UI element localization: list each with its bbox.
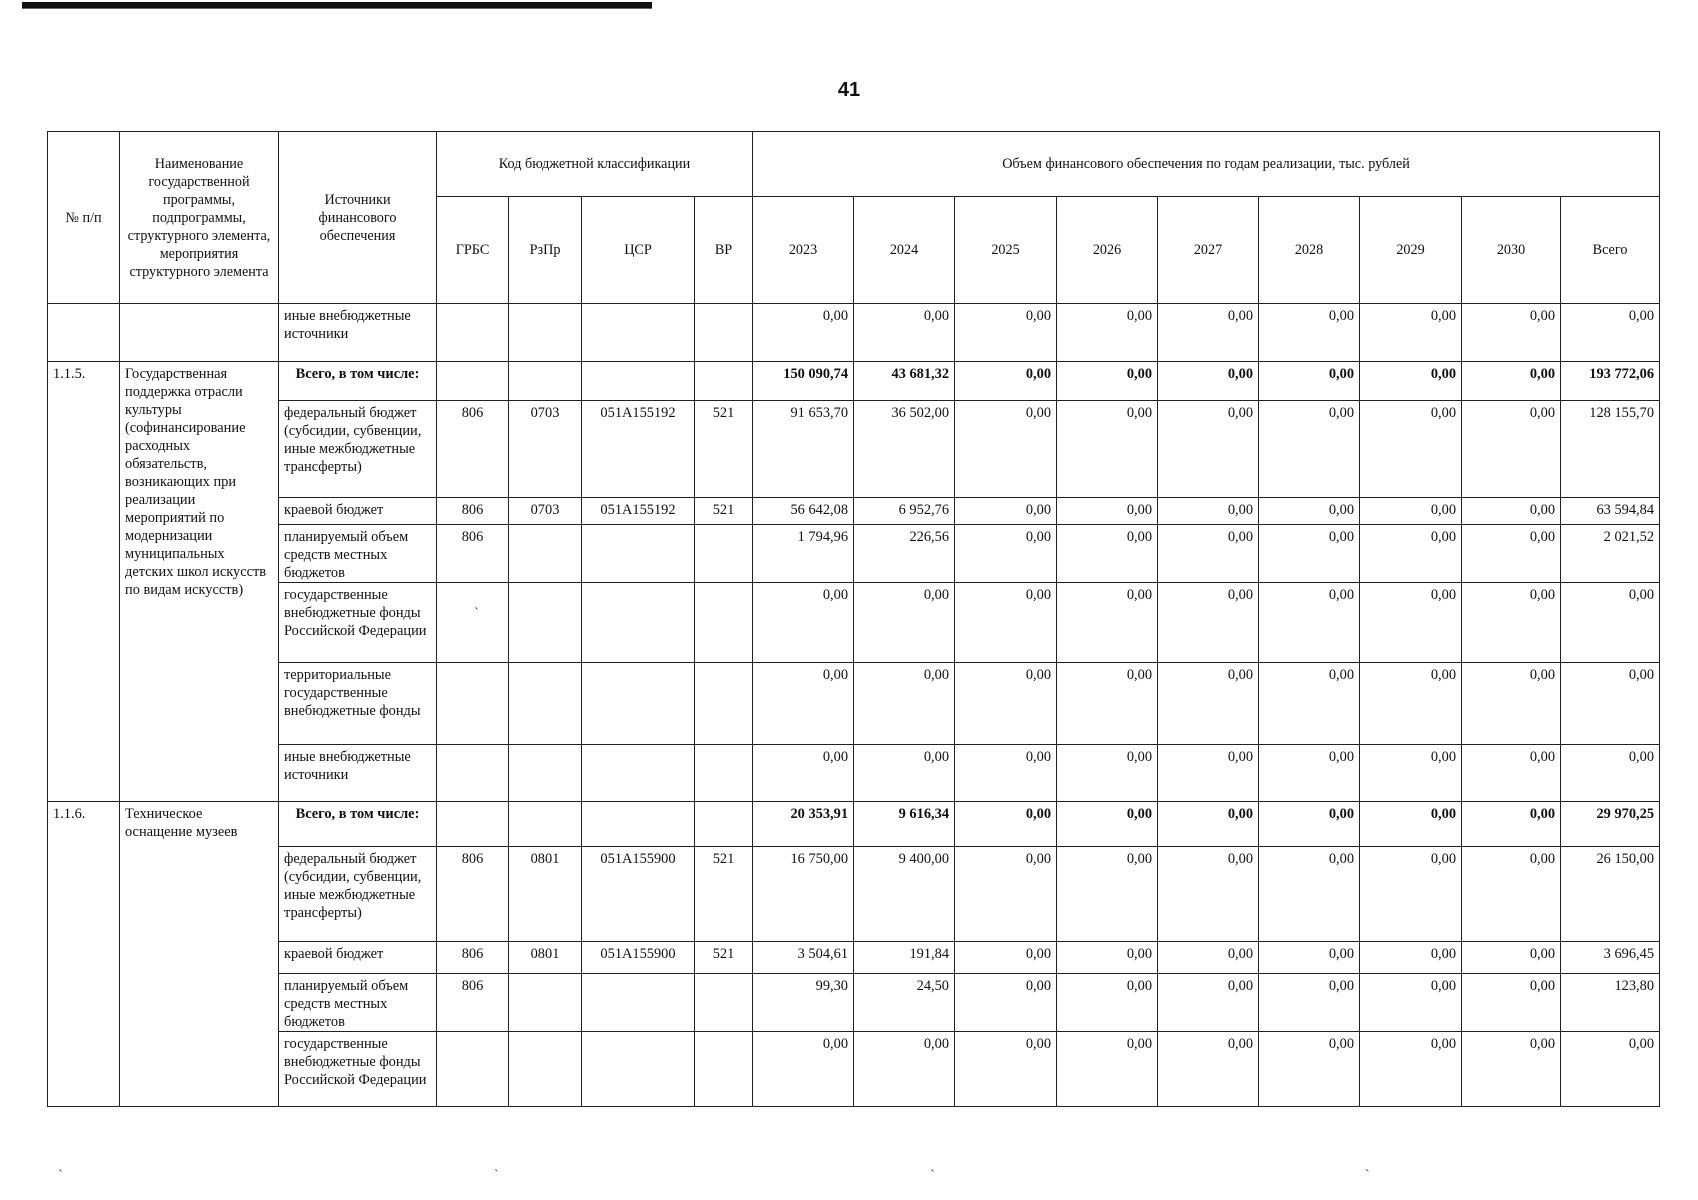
total-value-cell: 0,00 [1561, 745, 1660, 802]
year-value-cell: 0,00 [854, 1032, 955, 1107]
grbs-cell [437, 663, 509, 745]
row-name-cell: Техническое оснащение музеев [120, 802, 279, 1107]
source-cell: Всего, в том числе: [279, 802, 437, 847]
csr-cell [582, 802, 695, 847]
financing-table [47, 131, 1660, 1107]
csr-cell: 051А155900 [582, 847, 695, 942]
rzpr-cell: 0801 [509, 847, 582, 942]
csr-cell [582, 362, 695, 401]
vr-cell [695, 304, 753, 362]
year-value-cell: 0,00 [1158, 663, 1259, 745]
page-number: 41 [837, 79, 861, 101]
vr-cell: 521 [695, 942, 753, 974]
scan-top-border-thin [22, 8, 652, 9]
row-name-cell [120, 304, 279, 362]
row-number-cell [48, 304, 120, 362]
csr-cell [582, 974, 695, 1032]
year-value-cell: 0,00 [1462, 663, 1561, 745]
total-value-cell: 0,00 [1561, 583, 1660, 663]
year-value-cell: 0,00 [1462, 498, 1561, 525]
total-value-cell: 3 696,45 [1561, 942, 1660, 974]
csr-cell [582, 583, 695, 663]
year-value-cell: 24,50 [854, 974, 955, 1032]
year-value-cell: 0,00 [1259, 663, 1360, 745]
csr-cell [582, 304, 695, 362]
year-value-cell: 6 952,76 [854, 498, 955, 525]
year-value-cell: 0,00 [1057, 1032, 1158, 1107]
csr-cell [582, 745, 695, 802]
year-value-cell: 0,00 [1259, 802, 1360, 847]
header-year-2027: 2027 [1158, 197, 1259, 304]
year-value-cell: 0,00 [1462, 362, 1561, 401]
year-value-cell: 0,00 [1462, 802, 1561, 847]
grbs-cell: 806 [437, 942, 509, 974]
grbs-cell: 806 [437, 525, 509, 583]
row-number-cell: 1.1.5. [48, 362, 120, 802]
csr-cell [582, 525, 695, 583]
year-value-cell: 0,00 [1057, 745, 1158, 802]
year-value-cell: 0,00 [854, 583, 955, 663]
year-value-cell: 0,00 [955, 401, 1057, 498]
csr-cell [582, 1032, 695, 1107]
csr-cell: 051А155192 [582, 498, 695, 525]
year-value-cell: 0,00 [955, 1032, 1057, 1107]
grbs-cell: 806 [437, 847, 509, 942]
year-value-cell: 0,00 [955, 974, 1057, 1032]
vr-cell [695, 745, 753, 802]
year-value-cell: 0,00 [1158, 362, 1259, 401]
header-grbs: ГРБС [437, 197, 509, 304]
year-value-cell: 0,00 [1158, 401, 1259, 498]
year-value-cell: 0,00 [1462, 847, 1561, 942]
year-value-cell: 0,00 [1360, 663, 1462, 745]
year-value-cell: 0,00 [1158, 974, 1259, 1032]
year-value-cell: 0,00 [955, 942, 1057, 974]
year-value-cell: 0,00 [1360, 362, 1462, 401]
year-value-cell: 43 681,32 [854, 362, 955, 401]
header-rzpr: РзПр [509, 197, 582, 304]
csr-cell: 051А155192 [582, 401, 695, 498]
year-value-cell: 9 616,34 [854, 802, 955, 847]
vr-cell [695, 1032, 753, 1107]
year-value-cell: 0,00 [1462, 304, 1561, 362]
year-value-cell: 150 090,74 [753, 362, 854, 401]
total-value-cell: 193 772,06 [1561, 362, 1660, 401]
year-value-cell: 0,00 [955, 304, 1057, 362]
year-value-cell: 0,00 [1462, 401, 1561, 498]
header-name: Наименование государственной программы, подпрограммы, структурного элемента, мероприятия структурного элемента [120, 132, 279, 304]
year-value-cell: 0,00 [1057, 974, 1158, 1032]
rzpr-cell [509, 663, 582, 745]
year-value-cell: 0,00 [1462, 525, 1561, 583]
year-value-cell: 0,00 [1259, 974, 1360, 1032]
year-value-cell: 0,00 [1057, 304, 1158, 362]
total-value-cell: 0,00 [1561, 663, 1660, 745]
source-cell: краевой бюджет [279, 942, 437, 974]
year-value-cell: 0,00 [1360, 802, 1462, 847]
row-number-cell: 1.1.6. [48, 802, 120, 1107]
year-value-cell: 0,00 [955, 847, 1057, 942]
source-cell: Всего, в том числе: [279, 362, 437, 401]
year-value-cell: 0,00 [1259, 525, 1360, 583]
year-value-cell: 1 794,96 [753, 525, 854, 583]
source-cell: федеральный бюджет (субсидии, субвенции, иные межбюджетные трансферты) [279, 401, 437, 498]
source-cell: иные внебюджетные источники [279, 304, 437, 362]
year-value-cell: 36 502,00 [854, 401, 955, 498]
csr-cell: 051А155900 [582, 942, 695, 974]
vr-cell [695, 974, 753, 1032]
year-value-cell: 0,00 [1259, 1032, 1360, 1107]
source-cell: планируемый объем средств местных бюджетов [279, 525, 437, 583]
year-value-cell: 226,56 [854, 525, 955, 583]
year-value-cell: 0,00 [1057, 942, 1158, 974]
year-value-cell: 16 750,00 [753, 847, 854, 942]
year-value-cell: 0,00 [1158, 942, 1259, 974]
rzpr-cell [509, 525, 582, 583]
rzpr-cell [509, 1032, 582, 1107]
year-value-cell: 0,00 [1360, 974, 1462, 1032]
year-value-cell: 0,00 [753, 1032, 854, 1107]
year-value-cell: 0,00 [1462, 1032, 1561, 1107]
year-value-cell: 0,00 [753, 745, 854, 802]
year-value-cell: 0,00 [854, 745, 955, 802]
vr-cell [695, 525, 753, 583]
year-value-cell: 0,00 [1057, 498, 1158, 525]
header-source: Источники финансового обеспечения [279, 132, 437, 304]
grbs-cell [437, 583, 509, 663]
year-value-cell: 0,00 [1057, 847, 1158, 942]
year-value-cell: 0,00 [1462, 583, 1561, 663]
rzpr-cell [509, 362, 582, 401]
header-total: Всего [1561, 197, 1660, 304]
year-value-cell: 0,00 [1360, 401, 1462, 498]
year-value-cell: 91 653,70 [753, 401, 854, 498]
scan-artifact-mark: ` [1365, 1168, 1370, 1183]
year-value-cell: 0,00 [955, 583, 1057, 663]
grbs-cell [437, 802, 509, 847]
year-value-cell: 0,00 [1057, 663, 1158, 745]
year-value-cell: 191,84 [854, 942, 955, 974]
year-value-cell: 0,00 [1259, 304, 1360, 362]
year-value-cell: 0,00 [1158, 802, 1259, 847]
header-year-2029: 2029 [1360, 197, 1462, 304]
header-year-2024: 2024 [854, 197, 955, 304]
year-value-cell: 56 642,08 [753, 498, 854, 525]
source-cell: федеральный бюджет (субсидии, субвенции, иные межбюджетные трансферты) [279, 847, 437, 942]
rzpr-cell [509, 745, 582, 802]
scan-artifact-mark: ` [494, 1168, 499, 1183]
year-value-cell: 0,00 [1462, 745, 1561, 802]
year-value-cell: 0,00 [1057, 583, 1158, 663]
scan-artifact-mark: ` [58, 1168, 63, 1183]
year-value-cell: 0,00 [955, 525, 1057, 583]
year-value-cell: 20 353,91 [753, 802, 854, 847]
vr-cell: 521 [695, 498, 753, 525]
total-value-cell: 0,00 [1561, 304, 1660, 362]
year-value-cell: 0,00 [854, 663, 955, 745]
rzpr-cell [509, 583, 582, 663]
year-value-cell: 0,00 [1057, 362, 1158, 401]
total-value-cell: 128 155,70 [1561, 401, 1660, 498]
year-value-cell: 0,00 [1462, 942, 1561, 974]
total-value-cell: 26 150,00 [1561, 847, 1660, 942]
year-value-cell: 0,00 [1259, 745, 1360, 802]
total-value-cell: 63 594,84 [1561, 498, 1660, 525]
header-year-2026: 2026 [1057, 197, 1158, 304]
year-value-cell: 0,00 [1360, 525, 1462, 583]
total-value-cell: 123,80 [1561, 974, 1660, 1032]
rzpr-cell: 0703 [509, 498, 582, 525]
grbs-cell [437, 362, 509, 401]
grbs-cell [437, 1032, 509, 1107]
year-value-cell: 0,00 [955, 663, 1057, 745]
year-value-cell: 0,00 [1259, 362, 1360, 401]
rzpr-cell [509, 304, 582, 362]
year-value-cell: 9 400,00 [854, 847, 955, 942]
vr-cell: 521 [695, 847, 753, 942]
year-value-cell: 0,00 [955, 362, 1057, 401]
vr-cell [695, 663, 753, 745]
year-value-cell: 0,00 [1360, 942, 1462, 974]
year-value-cell: 0,00 [1158, 525, 1259, 583]
year-value-cell: 0,00 [753, 583, 854, 663]
year-value-cell: 0,00 [1259, 401, 1360, 498]
header-num: № п/п [48, 132, 120, 304]
source-cell: краевой бюджет [279, 498, 437, 525]
header-vr: ВР [695, 197, 753, 304]
row-name-cell: Государственная поддержка отрасли культуры (софинансирование расходных обязательств, возникающих при реализации мероприятий по модернизации муниципальных детских школ искусств по видам искусств) [120, 362, 279, 802]
year-value-cell: 0,00 [854, 304, 955, 362]
year-value-cell: 0,00 [955, 498, 1057, 525]
year-value-cell: 3 504,61 [753, 942, 854, 974]
vr-cell [695, 802, 753, 847]
grbs-cell: 806 [437, 498, 509, 525]
grbs-cell [437, 745, 509, 802]
year-value-cell: 0,00 [753, 663, 854, 745]
scan-artifact-mark: ` [930, 1168, 935, 1183]
csr-cell [582, 663, 695, 745]
scan-artifact-mark: ` [474, 606, 479, 621]
total-value-cell: 0,00 [1561, 1032, 1660, 1107]
header-csr: ЦСР [582, 197, 695, 304]
header-volumes-group: Объем финансового обеспечения по годам реализации, тыс. рублей [753, 132, 1660, 197]
grbs-cell: 806 [437, 974, 509, 1032]
vr-cell [695, 583, 753, 663]
total-value-cell: 29 970,25 [1561, 802, 1660, 847]
total-value-cell: 2 021,52 [1561, 525, 1660, 583]
year-value-cell: 0,00 [1158, 498, 1259, 525]
grbs-cell [437, 304, 509, 362]
year-value-cell: 0,00 [1259, 583, 1360, 663]
rzpr-cell: 0801 [509, 942, 582, 974]
vr-cell: 521 [695, 401, 753, 498]
year-value-cell: 0,00 [1360, 1032, 1462, 1107]
year-value-cell: 0,00 [955, 802, 1057, 847]
year-value-cell: 99,30 [753, 974, 854, 1032]
source-cell: иные внебюджетные источники [279, 745, 437, 802]
header-year-2028: 2028 [1259, 197, 1360, 304]
year-value-cell: 0,00 [1158, 583, 1259, 663]
year-value-cell: 0,00 [1360, 498, 1462, 525]
rzpr-cell: 0703 [509, 401, 582, 498]
year-value-cell: 0,00 [1259, 942, 1360, 974]
vr-cell [695, 362, 753, 401]
header-year-2023: 2023 [753, 197, 854, 304]
header-year-2025: 2025 [955, 197, 1057, 304]
rzpr-cell [509, 974, 582, 1032]
year-value-cell: 0,00 [1158, 1032, 1259, 1107]
source-cell: государственные внебюджетные фонды Российской Федерации [279, 1032, 437, 1107]
year-value-cell: 0,00 [955, 745, 1057, 802]
source-cell: планируемый объем средств местных бюджетов [279, 974, 437, 1032]
year-value-cell: 0,00 [1259, 498, 1360, 525]
year-value-cell: 0,00 [1158, 745, 1259, 802]
year-value-cell: 0,00 [1360, 745, 1462, 802]
rzpr-cell [509, 802, 582, 847]
year-value-cell: 0,00 [1057, 802, 1158, 847]
header-year-2030: 2030 [1462, 197, 1561, 304]
source-cell: территориальные государственные внебюджетные фонды [279, 663, 437, 745]
year-value-cell: 0,00 [1462, 974, 1561, 1032]
grbs-cell: 806 [437, 401, 509, 498]
year-value-cell: 0,00 [1360, 304, 1462, 362]
year-value-cell: 0,00 [1259, 847, 1360, 942]
source-cell: государственные внебюджетные фонды Российской Федерации [279, 583, 437, 663]
year-value-cell: 0,00 [1158, 847, 1259, 942]
year-value-cell: 0,00 [1158, 304, 1259, 362]
year-value-cell: 0,00 [1057, 401, 1158, 498]
header-codes-group: Код бюджетной классификации [437, 132, 753, 197]
year-value-cell: 0,00 [753, 304, 854, 362]
year-value-cell: 0,00 [1360, 583, 1462, 663]
year-value-cell: 0,00 [1360, 847, 1462, 942]
year-value-cell: 0,00 [1057, 525, 1158, 583]
